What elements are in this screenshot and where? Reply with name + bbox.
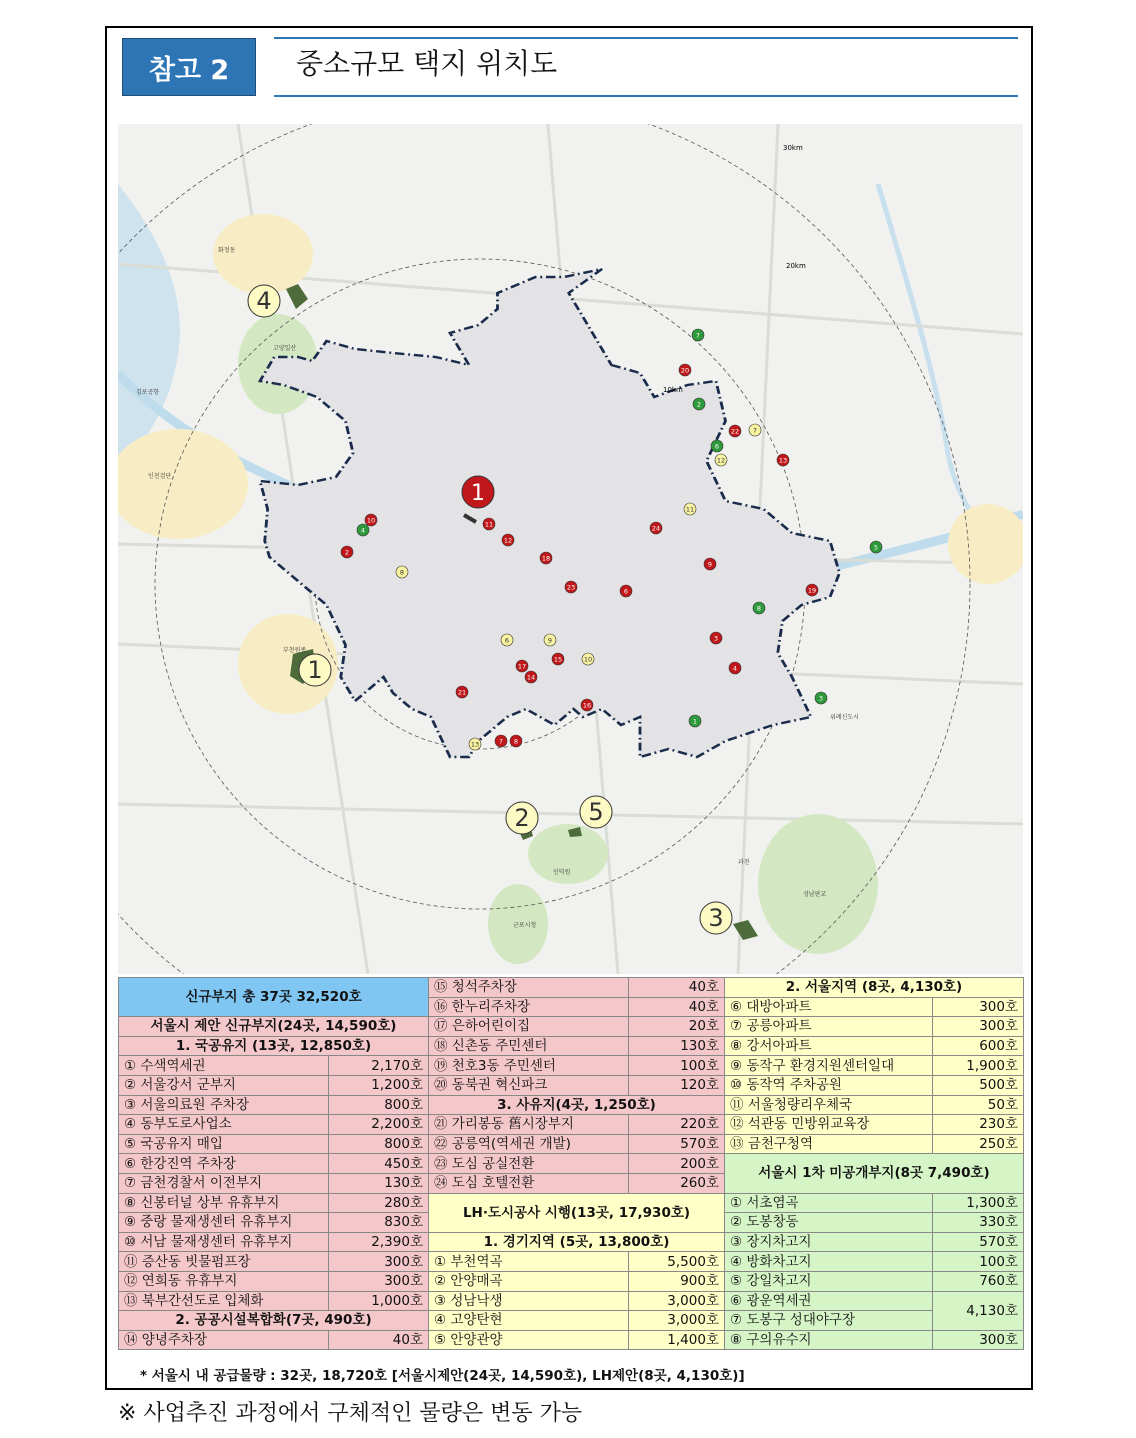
marker-label: 15 [553, 655, 563, 664]
red-site-marker [620, 585, 632, 597]
major-site-marker [506, 802, 538, 834]
site-name-cell: ③ 장지차고지 [725, 1232, 933, 1252]
site-units-cell: 300호 [933, 997, 1024, 1017]
table-row [119, 1115, 1024, 1135]
site-name-cell: ⑦ 공릉아파트 [725, 1017, 933, 1037]
site-name-cell: ② 서울강서 군부지 [119, 1075, 329, 1095]
title-rule-bottom [274, 95, 1018, 97]
major-site-marker [299, 654, 331, 686]
site-name-cell: ③ 성남낙생 [429, 1291, 629, 1311]
site-units-cell: 100호 [933, 1252, 1024, 1272]
marker-label: 12 [716, 456, 726, 465]
green-site-marker [753, 602, 765, 614]
page-title: 중소규모 택지 위치도 [296, 47, 558, 80]
red-site-marker [540, 552, 552, 564]
marker-label: 4 [360, 526, 366, 535]
marker-label: 17 [517, 662, 527, 671]
red-site-marker [710, 632, 722, 644]
red-site-marker [341, 546, 353, 558]
site-units-cell: 900호 [629, 1271, 725, 1291]
table-section-header: 서울시 제안 신규부지(24곳, 14,590호) [119, 1017, 429, 1037]
station-label: 군포시청 [513, 922, 537, 929]
marker-label: 13 [778, 456, 788, 465]
urban-area-1 [213, 214, 313, 294]
marker-label: 2 [344, 548, 350, 557]
site-units-cell: 280호 [329, 1193, 429, 1213]
green-site-marker [689, 715, 701, 727]
red-site-marker [552, 653, 564, 665]
site-units-cell: 3,000호 [629, 1311, 725, 1331]
green-area-4 [758, 814, 878, 954]
major-site-marker [248, 285, 280, 317]
major-site-label: 5 [588, 798, 604, 826]
station-label: 성남판교 [803, 891, 827, 898]
marker-label: 8 [513, 737, 519, 746]
red-site-marker [525, 671, 537, 683]
site-name-cell: ㉓ 도심 공실전환 [429, 1154, 629, 1174]
site-units-cell: 220호 [629, 1115, 725, 1135]
site-units-cell: 760호 [933, 1271, 1024, 1291]
green-site-marker [815, 692, 827, 704]
marker-label: 6 [623, 587, 629, 596]
site-units-cell: 2,200호 [329, 1115, 429, 1135]
table-section-header: LH·도시공사 시행(13곳, 17,930호) [429, 1193, 725, 1232]
site-name-cell: ⑨ 동작구 환경지원센터일대 [725, 1056, 933, 1076]
site-name-cell: ⑰ 은하어린이집 [429, 1017, 629, 1037]
featured-site-marker [462, 476, 494, 508]
table-row [119, 1252, 1024, 1272]
change-notice: ※ 사업추진 과정에서 구체적인 물량은 변동 가능 [118, 1401, 583, 1426]
site-units-cell: 300호 [933, 1330, 1024, 1350]
station-label: 고양일산 [273, 345, 297, 352]
red-site-marker [516, 660, 528, 672]
site-name-cell: ⑭ 양녕주차장 [119, 1330, 329, 1350]
site-units-cell: 330호 [933, 1213, 1024, 1233]
site-name-cell: ⑨ 중랑 물재생센터 유휴부지 [119, 1213, 329, 1233]
site-units-cell: 250호 [933, 1134, 1024, 1154]
marker-label: 13 [470, 740, 480, 749]
table-row [119, 1291, 1024, 1311]
table-section-header: 서울시 1차 미공개부지(8곳 7,490호) [725, 1154, 1024, 1193]
site-name-cell: ⑩ 서남 물재생센터 유휴부지 [119, 1232, 329, 1252]
site-units-cell: 500호 [933, 1075, 1024, 1095]
table-row [119, 1311, 1024, 1331]
station-label: 인천검단 [148, 473, 172, 480]
marker-label: 14 [526, 673, 536, 682]
major-site-label: 4 [256, 287, 272, 315]
table-section-header: 2. 서울지역 (8곳, 4,130호) [725, 978, 1024, 998]
marker-label: 1 [692, 717, 698, 726]
red-site-marker [510, 735, 522, 747]
green-site-marker [693, 398, 705, 410]
marker-label: 8 [399, 568, 405, 577]
site-name-cell: ⑪ 증산동 빗물펌프장 [119, 1252, 329, 1272]
red-site-marker [777, 454, 789, 466]
table-row [119, 1154, 1024, 1174]
site-name-cell: ㉔ 도심 호텔전환 [429, 1173, 629, 1193]
table-row [119, 1095, 1024, 1115]
site-name-cell: ⑬ 금천구청역 [725, 1134, 933, 1154]
site-name-cell: ⑧ 구의유수지 [725, 1330, 933, 1350]
red-site-marker [806, 584, 818, 596]
red-site-marker [365, 514, 377, 526]
site-units-cell: 40호 [329, 1330, 429, 1350]
site-units-cell: 570호 [629, 1134, 725, 1154]
reference-badge: 참고 2 [122, 38, 256, 96]
red-site-marker [456, 686, 468, 698]
red-site-marker [650, 522, 662, 534]
site-units-cell: 230호 [933, 1115, 1024, 1135]
site-name-cell: ② 도봉창동 [725, 1213, 933, 1233]
marker-label: 24 [651, 524, 661, 533]
table-row [119, 1193, 1024, 1213]
marker-label: 20 [680, 366, 690, 375]
marker-label: 19 [807, 586, 817, 595]
site-units-cell: 100호 [629, 1056, 725, 1076]
marker-label: 3 [818, 694, 824, 703]
station-label: 화정동 [218, 247, 236, 254]
site-units-cell: 300호 [933, 1017, 1024, 1037]
site-name-cell: ③ 서울의료원 주차장 [119, 1095, 329, 1115]
site-name-cell: ① 수색역세권 [119, 1056, 329, 1076]
site-name-cell: ⑥ 대방아파트 [725, 997, 933, 1017]
red-site-marker [502, 534, 514, 546]
marker-label: 9 [547, 636, 553, 645]
table-row [119, 1134, 1024, 1154]
major-site-label: 3 [708, 904, 724, 932]
table-section-header: 신규부지 총 37곳 32,520호 [119, 978, 429, 1017]
marker-label: 21 [457, 688, 467, 697]
yellow-site-marker [501, 634, 513, 646]
red-site-marker [729, 425, 741, 437]
ring-label-20km: 20km [786, 262, 806, 270]
marker-label: 3 [713, 634, 719, 643]
red-site-marker [581, 699, 593, 711]
marker-label: 7 [498, 737, 504, 746]
site-name-cell: ⑦ 금천경찰서 이전부지 [119, 1173, 329, 1193]
site-units-cell: 40호 [629, 997, 725, 1017]
marker-label: 18 [541, 554, 551, 563]
site-name-cell: ④ 고양탄현 [429, 1311, 629, 1331]
marker-label: 8 [756, 604, 762, 613]
red-site-marker [729, 662, 741, 674]
marker-label: 10 [366, 516, 376, 525]
red-site-marker [483, 518, 495, 530]
table-section-header: 2. 공공시설복합화(7곳, 490호) [119, 1311, 429, 1331]
site-name-cell: ⑦ 도봉구 성대야구장 [725, 1311, 933, 1331]
marker-label: 6 [714, 442, 720, 451]
site-name-cell: ④ 동부도로사업소 [119, 1115, 329, 1135]
site-units-cell: 1,200호 [329, 1075, 429, 1095]
table-row [119, 1017, 1024, 1037]
location-map [118, 124, 1023, 974]
site-name-cell: ⑩ 동작역 주차공원 [725, 1075, 933, 1095]
marker-label: 11 [484, 520, 494, 529]
marker-label: 6 [504, 636, 510, 645]
featured-site-label: 1 [471, 481, 485, 506]
site-units-cell: 200호 [629, 1154, 725, 1174]
site-name-cell: ⑧ 신봉터널 상부 유휴부지 [119, 1193, 329, 1213]
yellow-site-marker [544, 634, 556, 646]
marker-label: 16 [582, 701, 592, 710]
table-row [119, 1036, 1024, 1056]
site-name-cell: ㉑ 가리봉동 舊시장부지 [429, 1115, 629, 1135]
station-label: 인덕원 [553, 869, 571, 876]
site-units-cell: 800호 [329, 1134, 429, 1154]
major-site-label: 1 [307, 656, 323, 684]
site-name-cell: ⑲ 천호3동 주민센터 [429, 1056, 629, 1076]
site-units-cell: 50호 [933, 1095, 1024, 1115]
site-name-cell: ⑤ 안양관양 [429, 1330, 629, 1350]
site-name-cell: ㉒ 공릉역(역세권 개발) [429, 1134, 629, 1154]
green-site-marker [870, 541, 882, 553]
yellow-site-marker [749, 424, 761, 436]
table-section-header: 3. 사유지(4곳, 1,250호) [429, 1095, 725, 1115]
yellow-site-marker [469, 738, 481, 750]
station-label: 과천 [738, 859, 750, 866]
site-units-cell: 300호 [329, 1271, 429, 1291]
red-site-marker [495, 735, 507, 747]
site-units-cell: 1,400호 [629, 1330, 725, 1350]
site-name-cell: ⑯ 한누리주차장 [429, 997, 629, 1017]
marker-label: 22 [730, 427, 740, 436]
site-name-cell: ④ 방화차고지 [725, 1252, 933, 1272]
major-site-label: 2 [514, 804, 530, 832]
yellow-site-marker [396, 566, 408, 578]
site-units-cell: 4,130호 [933, 1291, 1024, 1330]
site-name-cell: ② 안양매곡 [429, 1271, 629, 1291]
site-name-cell: ⑧ 강서아파트 [725, 1036, 933, 1056]
site-name-cell: ⑪ 서울청량리우체국 [725, 1095, 933, 1115]
table-row [119, 1075, 1024, 1095]
major-site-marker [700, 902, 732, 934]
site-units-cell: 600호 [933, 1036, 1024, 1056]
site-units-cell: 2,390호 [329, 1232, 429, 1252]
site-units-cell: 1,900호 [933, 1056, 1024, 1076]
site-units-cell: 20호 [629, 1017, 725, 1037]
site-name-cell: ⑮ 청석주차장 [429, 978, 629, 998]
red-site-marker [679, 364, 691, 376]
marker-label: 2 [696, 400, 702, 409]
table-row [119, 1271, 1024, 1291]
yellow-site-marker [582, 653, 594, 665]
site-units-cell: 3,000호 [629, 1291, 725, 1311]
site-units-cell: 570호 [933, 1232, 1024, 1252]
marker-label: 4 [732, 664, 738, 673]
site-table [118, 977, 1024, 1350]
red-site-marker [565, 581, 577, 593]
table-row [119, 1330, 1024, 1350]
station-label: 위례신도시 [830, 714, 859, 721]
supply-footnote: * 서울시 내 공급물량 : 32곳, 18,720호 [서울시제안(24곳, 14,590호), LH제안(8곳, 4,130호)] [140, 1368, 745, 1384]
table-row [119, 978, 1024, 998]
site-name-cell: ⑥ 광운역세권 [725, 1291, 933, 1311]
ring-label-30km: 30km [783, 144, 803, 152]
table-row [119, 1232, 1024, 1252]
site-name-cell: ⑳ 동북권 혁신파크 [429, 1075, 629, 1095]
site-units-cell: 260호 [629, 1173, 725, 1193]
site-units-cell: 2,170호 [329, 1056, 429, 1076]
marker-label: 5 [873, 543, 879, 552]
red-site-marker [704, 558, 716, 570]
green-site-marker [692, 329, 704, 341]
yellow-site-marker [715, 454, 727, 466]
site-units-cell: 1,000호 [329, 1291, 429, 1311]
site-units-cell: 130호 [329, 1173, 429, 1193]
site-units-cell: 800호 [329, 1095, 429, 1115]
site-name-cell: ① 서초염곡 [725, 1193, 933, 1213]
site-units-cell: 450호 [329, 1154, 429, 1174]
site-units-cell: 300호 [329, 1252, 429, 1272]
marker-label: 11 [685, 505, 695, 514]
marker-label: 7 [752, 426, 758, 435]
yellow-site-marker [684, 503, 696, 515]
ring-label-10km: 10km [663, 386, 683, 394]
marker-label: 12 [503, 536, 513, 545]
marker-label: 7 [695, 331, 701, 340]
major-site-marker [580, 796, 612, 828]
site-name-cell: ⑱ 신촌동 주민센터 [429, 1036, 629, 1056]
site-name-cell: ⑥ 한강진역 주차장 [119, 1154, 329, 1174]
table-section-header: 1. 국공유지 (13곳, 12,850호) [119, 1036, 429, 1056]
site-units-cell: 40호 [629, 978, 725, 998]
site-name-cell: ⑤ 국공유지 매입 [119, 1134, 329, 1154]
green-site-marker [711, 440, 723, 452]
site-units-cell: 5,500호 [629, 1252, 725, 1272]
site-units-cell: 1,300호 [933, 1193, 1024, 1213]
site-units-cell: 120호 [629, 1075, 725, 1095]
site-units-cell: 130호 [629, 1036, 725, 1056]
site-name-cell: ⑫ 석관동 민방위교육장 [725, 1115, 933, 1135]
table-row [119, 1056, 1024, 1076]
site-name-cell: ① 부천역곡 [429, 1252, 629, 1272]
station-label: 부천원종 [283, 647, 307, 654]
station-label: 김포공항 [136, 389, 160, 396]
site-units-cell: 830호 [329, 1213, 429, 1233]
marker-label: 9 [707, 560, 713, 569]
table-section-header: 1. 경기지역 (5곳, 13,800호) [429, 1232, 725, 1252]
green-site-marker [357, 524, 369, 536]
site-name-cell: ⑬ 북부간선도로 입체화 [119, 1291, 329, 1311]
site-name-cell: ⑫ 연희동 유휴부지 [119, 1271, 329, 1291]
title-rule-top [274, 37, 1018, 39]
site-name-cell: ⑤ 강일차고지 [725, 1271, 933, 1291]
marker-label: 10 [583, 655, 593, 664]
marker-label: 23 [566, 583, 576, 592]
